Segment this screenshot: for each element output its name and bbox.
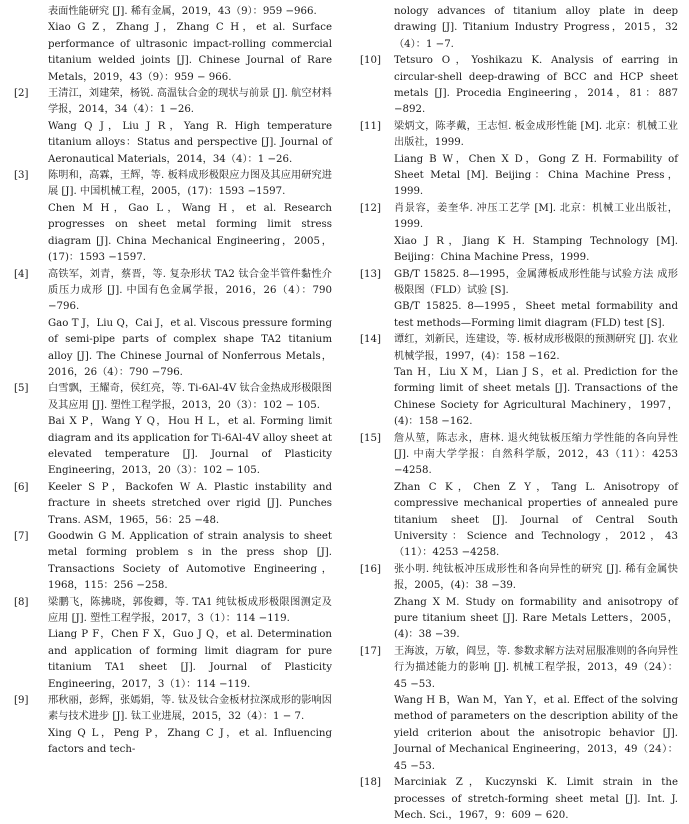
reference-body [48,381,332,479]
reference-text: Xiao J R，Jiang K H. Stamping Technology [M]. Beijing：China Machine Press，1999. [394,235,678,264]
reference-body [394,53,678,119]
reference-body [48,267,332,382]
reference-number: [16] [360,563,381,575]
reference-text: 詹从堃，陈志永，唐林. 退火纯钛板压缩力学性能的各向异性 [J]. 中南大学学报：自然科学版，2012，43（11）：4253 −4258. [394,432,678,477]
reference-body [394,4,678,53]
reference-number: [2] [14,88,29,100]
reference-text: nology advances of titanium alloy plate in deep drawing [J]. Titanium Industry Progress，2015，32（4）：1 −7. [394,6,678,50]
reference-text: Xiao G Z，Zhang J，Zhang C H，et al. Surface performance of ultrasonic impact-rolling commercial titanium welded joints [J]. Chinese Journal of Rare Metals，2019，43（9）：959 − 966. [48,22,332,83]
reference-number: [11] [360,120,381,132]
reference-body [394,562,678,644]
reference-number: [10] [360,55,381,67]
reference-text: 白雪飘，王耀奇，侯红亮，等. Ti-6Al-4V 钛合金热成形极限图及其应用 [J]. 塑性工程学报，2013，20（3）：102 − 105. [48,383,332,411]
reference-text: Chen M H，Gao L，Wang H，et al. Research progresses on sheet metal forming limit stress diagram [J]. China Mechanical Engineering，2005，(17)：1593 −1597. [48,202,332,264]
reference-number: [17] [360,645,381,657]
reference-text: 梁鹏飞，陈拂晓，郭俊卿，等. TA1 纯钛板成形极限图测定及应用 [J]. 塑性工程学报，2017，3（1）：114 −119. [48,596,332,625]
reference-text: Gao T J，Liu Q，Cai J，et al. Viscous pressure forming of semi-pipe parts of complex shape TA2 titanium alloy [J]. The Chinese Journal of Nonferrous Metals，2016，26（4）：790 −796. [48,317,332,378]
reference-text: Liang P F，Chen F X，Guo J Q，et al. Determination and application of forming limit diagram for pure titanium TA1 sheet [J]. Journal of Plasticity Engineering，2017，3（1）：114 −119. [48,629,332,690]
reference-entry [360,332,678,430]
reference-body [48,595,332,693]
reference-number: [4] [14,268,29,280]
reference-text: 王海波，万敏，阎昱，等. 参数求解方法对屈服准则的各向异性行为描述能力的影响 [J]. 机械工程学报，2013，49（24）：45 −53. [394,645,678,690]
reference-body [394,644,678,775]
reference-body [48,86,332,168]
reference-entry [14,529,332,595]
reference-text: Zhan C K，Chen Z Y，Tang L. Anisotropy of compressive mechanical properties of annealed pure titanium sheet [J]. Journal of Central South University：Science and Technology，2012，43（11）：4253 −4258. [394,481,678,559]
reference-entry [14,595,332,693]
reference-text: Tan H，Liu X M，Lian J S，et al. Prediction for the forming limit of sheet metals [J]. Transactions of the Chinese Society for Agricultural Machinery，1997，(4)：158 −162. [394,366,678,428]
reference-body [48,480,332,529]
reference-entry [360,775,678,824]
reference-text: 陈明和，高霖，王辉，等. 板料成形极限应力图及其应用研究进展 [J]. 中国机械工程，2005，(17)：1593 −1597. [48,170,332,198]
reference-text: Xing Q L，Peng P，Zhang C J，et al. Influencing factors and tech- [48,727,332,756]
reference-number: [5] [14,383,29,395]
reference-text: Keeler S P，Backofen W A. Plastic instability and fracture in sheets stretched over rigid [J]. Punches Trans. ASM，1965，56：25 −48. [48,481,332,526]
reference-number: [3] [14,170,29,182]
reference-number: [15] [360,432,381,444]
reference-body [394,775,678,824]
reference-body [394,431,678,562]
reference-body [48,529,332,595]
reference-text: Liang B W，Chen X D，Gong Z H. Formability of Sheet Metal [M]. Beijing：China Machine Press，1999. [394,153,678,198]
reference-number: [18] [360,777,381,789]
reference-entry [360,431,678,562]
reference-text: 肖景容，姜奎华. 冲压工艺学 [M]. 北京：机械工业出版社，1999. [394,202,678,231]
reference-text: Goodwin G M. Application of strain analysis to sheet metal forming problem s in the press shop [J]. Transactions Society of Automotive Engineering，1968，115：256 −258. [48,531,332,592]
reference-text: 谭红，刘新民，连建设，等. 板材成形极限的预测研究 [J]. 农业机械学报，1997，(4)：158 −162. [394,334,678,362]
reference-entry [360,4,678,53]
reference-entry [14,480,332,529]
reference-entry [14,4,332,86]
reference-entry [14,693,332,759]
reference-body [48,693,332,759]
reference-text: GB/T 15825. 8—1995，金属薄板成形性能与试验方法 成形极限图（FLD）试验 [S]. [394,268,678,296]
reference-text: Wang H B，Wan M，Yan Y，et al. Effect of the solving method of parameters on the description ability of the yield criterion about the anisotropic behavior [J]. Journal of Mechanical Engineering，2013，49（24）：45 −53. [394,695,678,772]
reference-number: [9] [14,695,29,707]
reference-entry [360,119,678,201]
reference-body [394,267,678,333]
reference-text: 张小明. 纯钛板冲压成形性和各向异性的研究 [J]. 稀有金属快报，2005，(4)：38 −39. [394,563,678,592]
reference-entry [14,267,332,382]
reference-entry [14,86,332,168]
reference-number: [13] [360,268,381,280]
reference-entry [360,644,678,775]
reference-text: GB/T 15825. 8—1995，Sheet metal formability and test methods—Forming limit diagram (FLD) test [S]. [394,301,678,329]
reference-body [394,201,678,267]
reference-number: [8] [14,596,29,608]
reference-number: [14] [360,334,381,346]
reference-entry [360,201,678,267]
reference-entry [360,53,678,119]
reference-text: Tetsuro O，Yoshikazu K. Analysis of earring in circular-shell deep-drawing of BCC and HCP sheet metals [J]. Procedia Engineering，2014，81：887 −892. [394,55,678,116]
reference-text: 表面性能研究 [J]. 稀有金属，2019，43（9）：959 −966. [48,6,317,17]
reference-body [394,332,678,430]
reference-text: 梁炳文，陈孝戴，王志恒. 板金成形性能 [M]. 北京：机械工业出版社，1999. [394,120,678,149]
reference-text: Bai X P，Wang Y Q，Hou H L，et al. Forming limit diagram and its application for Ti-6Al-4V alloy sheet at elevated temperature [J]. Journal of Plasticity Engineering，2013，20（3）：102 − 105. [48,416,332,477]
reference-body [48,168,332,266]
reference-text: Marciniak Z，Kuczynski K. Limit strain in the processes of stretch-forming sheet metal [J]. Int. J. Mech. Sci.，1967，9：609 − 620. [394,777,678,821]
reference-entry [360,267,678,333]
reference-text: Zhang X M. Study on formability and anisotropy of pure titanium sheet [J]. Rare Metals Letters，2005，(4)：38 −39. [394,596,678,641]
reference-entry [14,168,332,266]
references-right-column [360,4,678,824]
reference-entry [360,562,678,644]
reference-entry [14,381,332,479]
reference-text: 邢秋丽，彭辉，张嫣娟，等. 钛及钛合金板材拉深成形的影响因素与技术进步 [J]. 钛工业进展，2015，32（4）：1 − 7. [48,695,332,723]
reference-number: [12] [360,202,381,214]
reference-number: [6] [14,481,29,493]
reference-text: 高铁军，刘青，蔡晋，等. 复杂形状 TA2 钛合金半管件黏性介质压力成形 [J]. 中国有色金属学报，2016，26（4）：790 −796. [48,268,332,313]
reference-body [48,4,332,86]
reference-text: 王清江，刘建荣，杨锐. 高温钛合金的现状与前景 [J]. 航空材料学报，2014，34（4）：1 −26. [48,88,332,116]
references-left-column [14,4,332,759]
reference-body [394,119,678,201]
reference-text: Wang Q J，Liu J R，Yang R. High temperature titanium alloys：Status and perspective [J]. Journal of Aeronautical Materials，2014，34（4）：1 −26. [48,120,332,165]
reference-number: [7] [14,531,29,542]
